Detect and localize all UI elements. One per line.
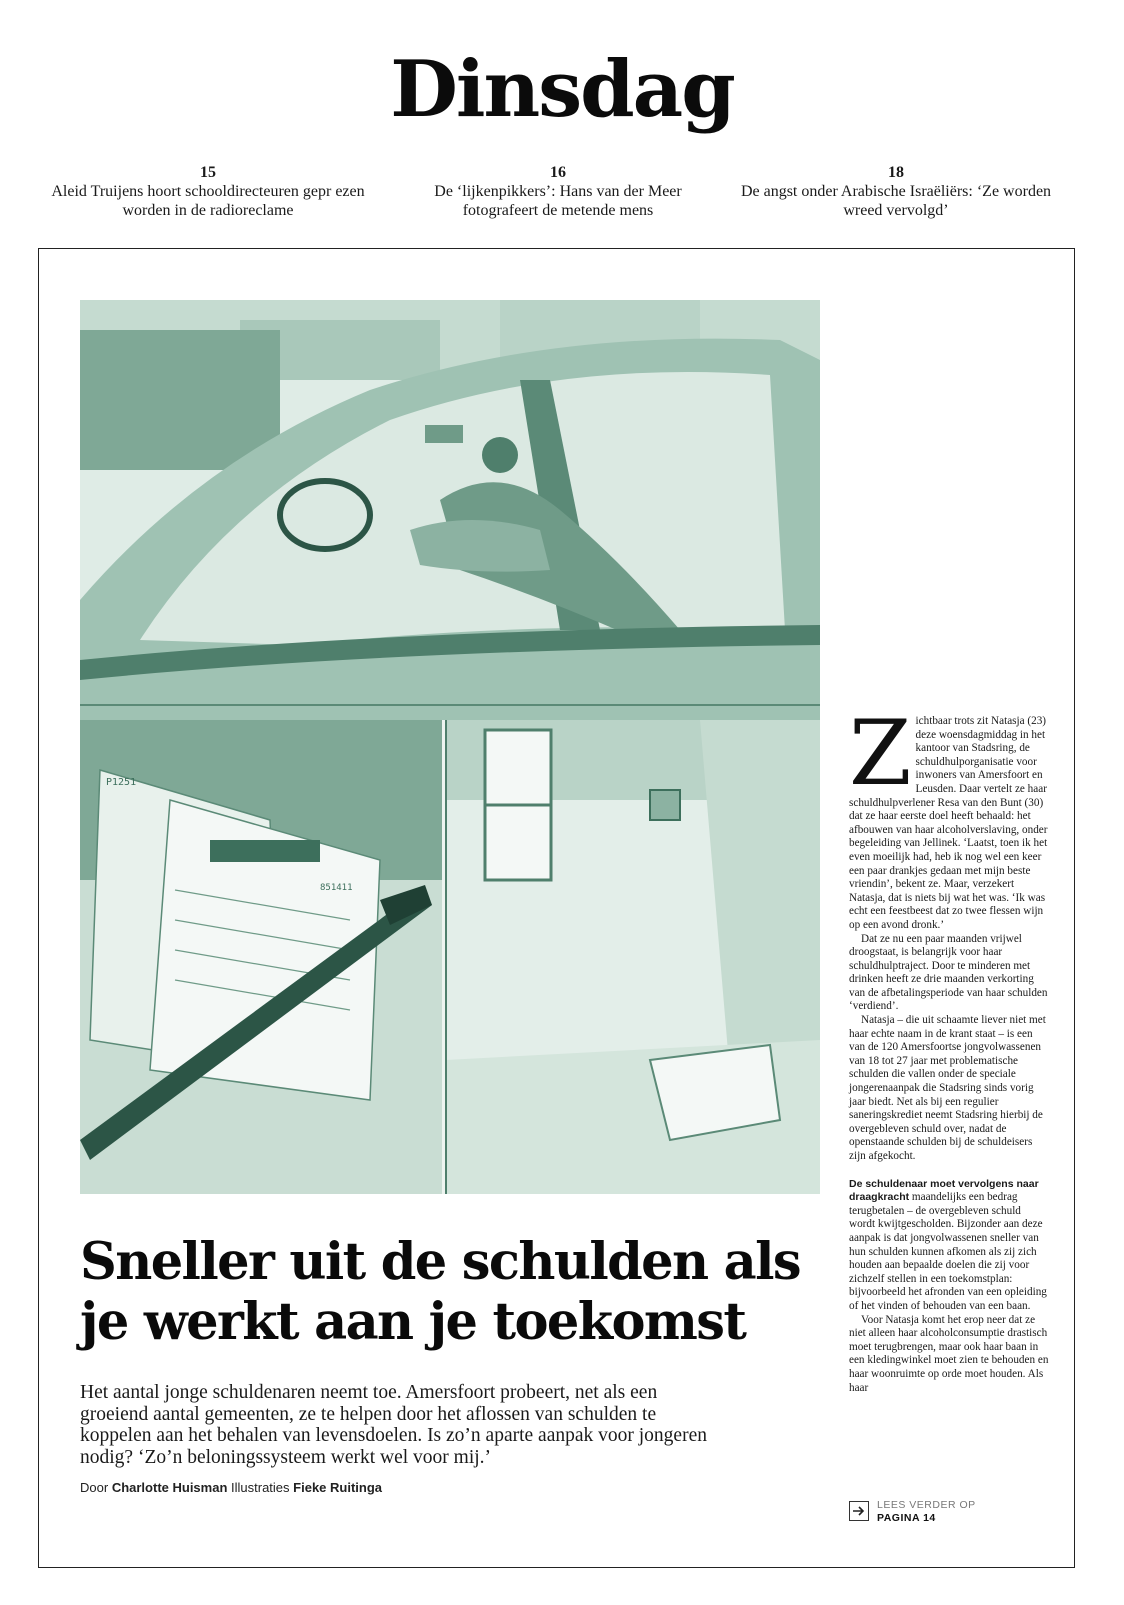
teaser-item[interactable] [48, 164, 368, 220]
receipt-text-number: 851411 [320, 883, 353, 893]
teaser-page-number: 18 [888, 164, 904, 181]
byline-by-label: Door [80, 1480, 109, 1495]
teaser-item[interactable] [398, 164, 718, 220]
intertitle: De schuldenaar moet vervolgens naar draagkracht [849, 1177, 1039, 1204]
body-paragraph: Natasja – die uit schaamte liever niet met haar echte naam in de krant staat – is een van de 120 Amersfoortse jongvolwassenen van 18 tot 27 jaar met problematische schulden die vallen onder de speciale jongerenaanpak die Stadsring sinds vorig jaar biedt. Net als bij een regulier saneringskrediet neemt Stadsring hierbij de overgebleven schuld over, nadat de openstaande schulden bij de schuldeisers zijn afgekocht. [849, 1014, 1046, 1162]
article-lead: Het aantal jonge schuldenaren neemt toe. Amersfoort probeert, net als een groeiend aantal gemeenten, ze te helpen door het aflossen van schulden te koppelen aan het behalen van levensdoelen. Is zo’n aparte aanpak voor jongeren nodig? ‘Zo’n beloningssysteem werkt wel voor mij.’ [80, 1382, 707, 1468]
drop-cap: Z [849, 701, 912, 806]
receipt-text-top: P1251 [106, 777, 137, 788]
teaser-page-number: 16 [550, 164, 566, 181]
body-paragraph: ichtbaar trots zit Natasja (23) deze woensdagmiddag in het kantoor van Stadsring, de schuldhulporganisatie voor inwoners van Amersfoort en Leusden. Daar vertelt ze haar schuldhulpverlener Resa van den Bunt (30) dat ze haar eerste doel heeft behaald: het afbouwen van haar alcoholverslaving, onder begeleiding van Jellinek. ‘Laatst, toen ik het even moeilijk had, heb ik nog wel een keer een paar drankjes gedaan met mijn beste vriendin’, bekent ze. Maar, verzekert Natasja, dat is niets bij wat het was. ‘Ik was echt een feestbeest dat zo twee flessen wijn op een avond dronk.’ [849, 715, 1048, 931]
body-paragraph: Voor Natasja komt het erop neer dat ze niet alleen haar alcoholconsumptie drastisch moet terugbrengen, maar ook haar baan in een kledingwinkel moet zien te behouden en haar woonruimte op orde moet houden. Als haar [849, 1313, 1049, 1394]
illustration-bottom-left-panel [80, 720, 442, 1194]
article-illustration [80, 300, 820, 1194]
article-byline [80, 1480, 780, 1495]
byline-author[interactable]: Charlotte Huisman [111, 1480, 228, 1495]
continue-label: LEES VERDER OP [877, 1499, 976, 1511]
continue-reading-link[interactable] [849, 1499, 1049, 1529]
byline-illustrator[interactable]: Fieke Ruitinga [293, 1480, 383, 1495]
body-paragraph: Dat ze nu een paar maanden vrijwel droogstaat, is belangrijk voor haar schuldhulptraject. Door te minderen met drinken heeft ze drie maanden verkorting van de afbetalingsperiode van haar schulden ‘verdiend’. [849, 932, 1048, 1013]
article-headline: Sneller uit de schulden als je werkt aan je toekomst [80, 1232, 800, 1352]
teaser-text: De angst onder Arabische Israëliërs: ‘Ze worden wreed vervolgd’ [740, 183, 1052, 219]
section-title: Dinsdag [390, 44, 734, 135]
teaser-item[interactable] [736, 164, 1056, 220]
body-paragraph-intertitle [849, 1178, 1049, 1314]
illustration-bottom-right-panel [446, 720, 820, 1194]
body-text: maandelijks een bedrag terugbetalen – de overgebleven schuld wordt kwijtgescholden. Bijzonder aan deze aanpak is dat jongvolwassenen sneller van hun schulden kunnen afkomen als zij zich houden aan bepaalde doelen die zij voor zichzelf stellen in een toekomstplan: bijvoorbeeld het afronden van een opleiding of het vinden of behouden van een baan. [849, 1191, 1047, 1312]
illustration-top-panel [80, 300, 820, 720]
teaser-page-number: 15 [200, 164, 216, 181]
paragraph-gap [849, 1164, 1049, 1178]
teaser-text: Aleid Truijens hoort schooldirecteuren gepr ezen worden in de radioreclame [51, 183, 365, 219]
arrow-right-icon [849, 1501, 869, 1521]
continue-page: PAGINA 14 [877, 1512, 936, 1524]
article-body [849, 701, 1049, 1395]
teaser-text: De ‘lijkenpikkers’: Hans van der Meer fotografeert de metende mens [434, 183, 682, 219]
byline-illus-label: Illustraties [231, 1480, 290, 1495]
